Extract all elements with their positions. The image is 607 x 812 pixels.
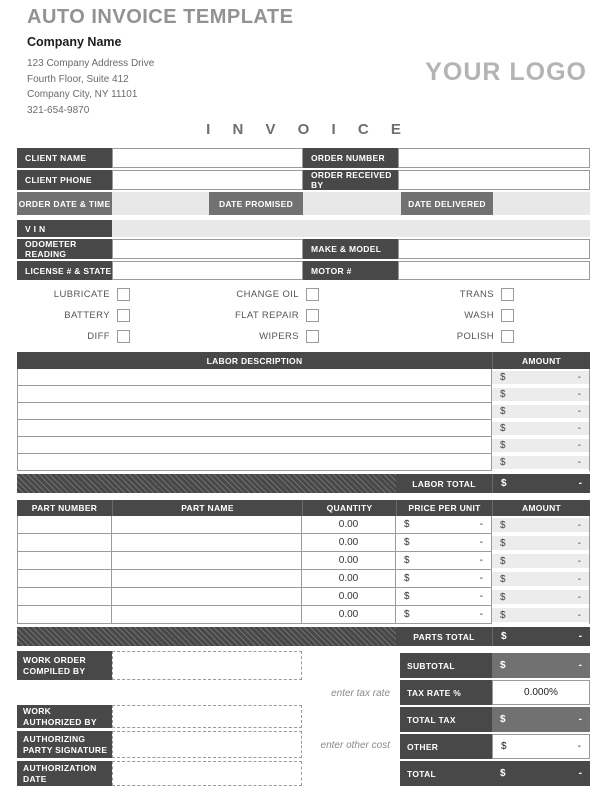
amount-value: - (577, 406, 581, 417)
order-number-label: ORDER NUMBER (303, 148, 398, 168)
labor-row (17, 403, 590, 420)
order-received-by-field[interactable] (398, 170, 590, 190)
price-per-unit-cell[interactable] (396, 570, 492, 588)
authorization-date-field[interactable] (112, 761, 302, 786)
motor-field[interactable] (398, 261, 590, 280)
amount-value: - (479, 609, 483, 620)
company-phone: 321-654-9870 (27, 104, 90, 116)
currency-symbol: $ (501, 741, 507, 752)
client-order-table (17, 148, 590, 215)
currency-symbol: $ (500, 389, 506, 400)
currency-symbol: $ (500, 609, 506, 621)
wipers-label: WIPERS (259, 331, 299, 342)
subtotal-label: SUBTOTAL (400, 653, 492, 678)
labor-amount-cell (492, 403, 590, 420)
currency-symbol: $ (500, 555, 506, 567)
part-name-header: PART NAME (112, 500, 302, 516)
amount-value: - (577, 423, 581, 434)
wash-label: WASH (464, 310, 494, 321)
vehicle-table (17, 220, 590, 280)
price-per-unit-cell[interactable] (396, 516, 492, 534)
make-model-label: MAKE & MODEL (303, 239, 398, 259)
parts-total-label: PARTS TOTAL (396, 627, 492, 646)
date-delivered-field[interactable] (493, 192, 590, 215)
order-date-label: ORDER DATE & TIME (17, 192, 112, 215)
license-field[interactable] (112, 261, 303, 280)
currency-symbol: $ (500, 660, 506, 671)
currency-symbol: $ (500, 573, 506, 585)
price-per-unit-header: PRICE PER UNIT (396, 500, 492, 516)
price-per-unit-cell[interactable] (396, 606, 492, 624)
client-phone-label: CLIENT PHONE (17, 170, 112, 190)
service-column-1 (17, 287, 130, 350)
currency-symbol: $ (500, 457, 506, 468)
parts-row (17, 516, 590, 534)
parts-row (17, 588, 590, 606)
total-tax-label: TOTAL TAX (400, 707, 492, 732)
labor-description-header: LABOR DESCRIPTION (17, 352, 492, 369)
parts-row (17, 570, 590, 588)
currency-symbol: $ (404, 537, 410, 548)
labor-description-cell[interactable] (17, 454, 492, 471)
labor-amount-header: AMOUNT (492, 352, 590, 369)
amount-value: - (577, 573, 581, 585)
page-title: AUTO INVOICE TEMPLATE (27, 6, 294, 28)
amount-value: - (578, 714, 582, 725)
amount-value: - (577, 440, 581, 451)
currency-symbol: $ (500, 372, 506, 383)
currency-symbol: $ (500, 537, 506, 549)
other-cost-hint: enter other cost (320, 740, 390, 751)
currency-symbol: $ (404, 609, 410, 620)
part-number-cell[interactable] (17, 534, 112, 552)
work-authorized-by-label: WORK AUTHORIZED BY (17, 705, 112, 728)
part-name-cell[interactable] (112, 606, 302, 624)
labor-row (17, 437, 590, 454)
logo-placeholder: YOUR LOGO (425, 58, 587, 86)
vin-field[interactable] (112, 220, 590, 237)
amount-value: - (578, 768, 582, 779)
amount-value: - (577, 457, 581, 468)
currency-symbol: $ (500, 440, 506, 451)
authorization-date-label: AUTHORIZATION DATE (17, 761, 112, 786)
part-number-cell[interactable] (17, 606, 112, 624)
authorizing-party-signature-label: AUTHORIZING PARTY SIGNATURE (17, 731, 112, 758)
amount-value: - (578, 660, 582, 671)
parts-row (17, 552, 590, 570)
currency-symbol: $ (404, 519, 410, 530)
amount-value: - (479, 555, 483, 566)
service-column-2 (190, 287, 319, 350)
labor-amount-cell (492, 420, 590, 437)
amount-value: - (479, 591, 483, 602)
service-checkbox-section (0, 287, 607, 347)
labor-row (17, 420, 590, 437)
currency-symbol: $ (404, 555, 410, 566)
parts-amount-cell (492, 588, 590, 606)
parts-row (17, 534, 590, 552)
currency-symbol: $ (500, 406, 506, 417)
invoice-heading: I N V O I C E (206, 121, 410, 138)
parts-amount-cell (492, 534, 590, 552)
company-block (27, 35, 154, 118)
labor-description-cell[interactable] (17, 437, 492, 454)
labor-amount-cell (492, 369, 590, 386)
parts-amount-cell (492, 552, 590, 570)
company-address-line3: Company City, NY 11101 (27, 89, 138, 100)
battery-checkbox[interactable] (117, 309, 130, 322)
motor-label: MOTOR # (303, 261, 398, 280)
part-name-cell[interactable] (112, 588, 302, 606)
labor-amount-cell (492, 437, 590, 454)
client-phone-field[interactable] (112, 170, 303, 190)
amount-value: - (578, 478, 582, 489)
labor-footer-hatch (17, 474, 396, 493)
currency-symbol: $ (500, 714, 506, 725)
work-order-compiled-by-field[interactable] (112, 651, 302, 680)
total-value (492, 761, 590, 786)
flat-repair-label: FLAT REPAIR (234, 310, 299, 321)
make-model-field[interactable] (398, 239, 590, 259)
amount-value: - (577, 519, 581, 531)
amount-value: - (577, 372, 581, 383)
polish-checkbox[interactable] (501, 330, 514, 343)
other-field[interactable] (492, 734, 590, 759)
labor-description-cell[interactable] (17, 403, 492, 420)
wash-checkbox[interactable] (501, 309, 514, 322)
currency-symbol: $ (500, 591, 506, 603)
service-column-3 (385, 287, 514, 350)
parts-total-value (492, 627, 590, 646)
trans-checkbox[interactable] (501, 288, 514, 301)
quantity-cell[interactable]: 0.00 (302, 606, 396, 624)
work-authorized-by-field[interactable] (112, 705, 302, 728)
order-date-field[interactable] (112, 192, 209, 215)
lubricate-checkbox[interactable] (117, 288, 130, 301)
part-number-cell[interactable] (17, 570, 112, 588)
work-order-compiled-by-label: WORK ORDER COMPILED BY (17, 651, 112, 680)
price-per-unit-cell[interactable] (396, 588, 492, 606)
part-name-cell[interactable] (112, 516, 302, 534)
currency-symbol: $ (404, 573, 410, 584)
tax-rate-field[interactable]: 0.000% (492, 680, 590, 705)
license-label: LICENSE # & STATE (17, 261, 112, 280)
date-promised-label: DATE PROMISED (209, 192, 303, 215)
amount-value: - (578, 631, 582, 642)
labor-table (17, 352, 590, 493)
currency-symbol: $ (501, 631, 507, 642)
totals-table (400, 653, 590, 788)
amount-value: - (577, 591, 581, 603)
change-oil-label: CHANGE OIL (236, 289, 299, 300)
currency-symbol: $ (500, 519, 506, 531)
battery-label: BATTERY (64, 310, 110, 321)
labor-row (17, 369, 590, 386)
labor-total-label: LABOR TOTAL (396, 474, 492, 493)
authorization-section (17, 651, 302, 786)
company-name: Company Name (27, 35, 122, 49)
quantity-cell[interactable]: 0.00 (302, 534, 396, 552)
part-name-cell[interactable] (112, 570, 302, 588)
price-per-unit-cell[interactable] (396, 552, 492, 570)
quantity-cell[interactable]: 0.00 (302, 516, 396, 534)
odometer-field[interactable] (112, 239, 303, 259)
diff-checkbox[interactable] (117, 330, 130, 343)
date-promised-field[interactable] (303, 192, 401, 215)
quantity-cell[interactable]: 0.00 (302, 588, 396, 606)
parts-footer-hatch (17, 627, 396, 646)
currency-symbol: $ (501, 478, 507, 489)
wipers-checkbox[interactable] (306, 330, 319, 343)
amount-value: - (577, 741, 581, 752)
other-label: OTHER (400, 734, 492, 759)
amount-value: - (577, 609, 581, 621)
quantity-cell[interactable]: 0.00 (302, 552, 396, 570)
part-name-cell[interactable] (112, 552, 302, 570)
labor-description-cell[interactable] (17, 386, 492, 403)
part-number-cell[interactable] (17, 516, 112, 534)
price-per-unit-cell[interactable] (396, 534, 492, 552)
currency-symbol: $ (500, 768, 506, 779)
labor-row (17, 386, 590, 403)
vin-label: VIN (17, 220, 112, 237)
order-number-field[interactable] (398, 148, 590, 168)
labor-total-value (492, 474, 590, 493)
amount-value: - (479, 537, 483, 548)
company-address-line1: 123 Company Address Drive (27, 58, 155, 69)
part-number-header: PART NUMBER (17, 500, 112, 516)
date-delivered-label: DATE DELIVERED (401, 192, 493, 215)
labor-amount-cell (492, 386, 590, 403)
parts-amount-cell (492, 570, 590, 588)
labor-description-cell[interactable] (17, 369, 492, 386)
quantity-cell[interactable]: 0.00 (302, 570, 396, 588)
parts-amount-header: AMOUNT (492, 500, 590, 516)
currency-symbol: $ (404, 591, 410, 602)
labor-description-cell[interactable] (17, 420, 492, 437)
tax-rate-label: TAX RATE % (400, 680, 492, 705)
labor-amount-cell (492, 454, 590, 471)
quantity-header: QUANTITY (302, 500, 396, 516)
company-address-line2: Fourth Floor, Suite 412 (27, 73, 129, 85)
amount-value: - (479, 519, 483, 530)
parts-row (17, 606, 590, 624)
diff-label: DIFF (87, 331, 110, 342)
client-name-label: CLIENT NAME (17, 148, 112, 168)
parts-amount-cell (492, 606, 590, 624)
total-label: TOTAL (400, 761, 492, 786)
part-number-cell[interactable] (17, 552, 112, 570)
client-name-field[interactable] (112, 148, 303, 168)
tax-rate-hint: enter tax rate (331, 688, 390, 699)
labor-row (17, 454, 590, 471)
subtotal-value (492, 653, 590, 678)
change-oil-checkbox[interactable] (306, 288, 319, 301)
part-name-cell[interactable] (112, 534, 302, 552)
lubricate-label: LUBRICATE (53, 289, 110, 300)
part-number-cell[interactable] (17, 588, 112, 606)
amount-value: - (577, 389, 581, 400)
trans-label: TRANS (459, 289, 494, 300)
currency-symbol: $ (500, 423, 506, 434)
amount-value: - (479, 573, 483, 584)
parts-table (17, 500, 590, 646)
total-tax-value (492, 707, 590, 732)
odometer-label: ODOMETER READING (17, 239, 112, 259)
polish-label: POLISH (456, 331, 494, 342)
parts-amount-cell (492, 516, 590, 534)
amount-value: - (577, 555, 581, 567)
flat-repair-checkbox[interactable] (306, 309, 319, 322)
order-received-by-label: ORDER RECEIVED BY (303, 170, 398, 190)
amount-value: - (577, 537, 581, 549)
